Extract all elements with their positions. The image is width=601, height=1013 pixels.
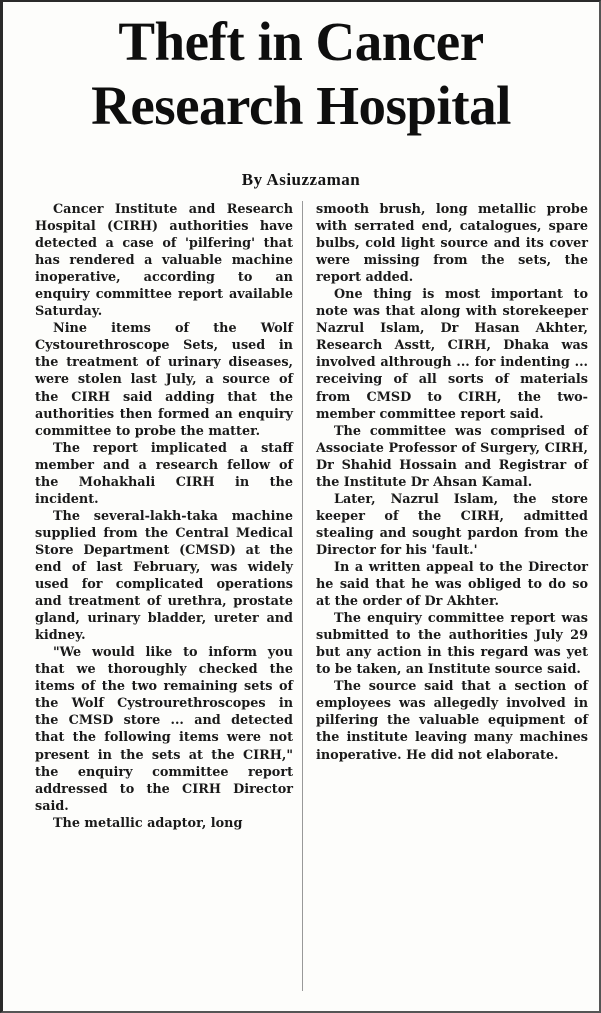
paragraph: The report implicated a staff member and a research fellow of the Mohakhali CIRH in the incident. (35, 440, 293, 507)
column-divider (302, 201, 303, 991)
paragraph: The enquiry committee report was submitted to the authorities July 29 but any action in this regard was yet to be taken, an Institute source said. (316, 611, 588, 678)
paragraph: The several-lakh-taka machine supplied from the Central Medical Store Department (CMSD) at the end of last February, was widely used for complicated operations and treatment of urethra, prostate gland, urinary bladder, ureter and kidney. (35, 508, 293, 644)
paragraph: Nine items of the Wolf Cystourethroscope Sets, used in the treatment of urinary diseases, were stolen last July, a source of the CIRH said adding that the authorities then formed an enquiry committee to probe the matter. (35, 321, 293, 439)
paragraph: Later, Nazrul Islam, the store keeper of the CIRH, admitted stealing and sought pardon from the Director for his 'fault.' (316, 491, 588, 558)
headline-line-2: Research Hospital (91, 75, 511, 136)
paragraph: In a written appeal to the Director he said that he was obliged to do so at the order of Dr Akhter. (316, 559, 588, 610)
left-column (35, 201, 293, 832)
paragraph: The metallic adaptor, long (53, 815, 243, 831)
paragraph: The committee was comprised of Associate Professor of Surgery, CIRH, Dr Shahid Hossain and Registrar of the Institute Dr Ahsan Kamal. (316, 423, 588, 490)
headline (3, 10, 599, 138)
headline-line-1: Theft in Cancer (118, 11, 484, 72)
paragraph: "We would like to inform you that we thoroughly checked the items of the two remaining sets of the Wolf Cystrourethroscopes in the CMSD store ... and detected that the following items were not present in the sets at the CIRH," the enquiry committee report addressed to the CIRH Director said. (35, 645, 293, 814)
paragraph: The source said that a section of employees was allegedly involved in pilfering the valuable equipment of the institute leaving many machines inoperative. He did not elaborate. (316, 679, 588, 763)
paragraph-continued: smooth brush, long metallic probe with serrated end, catalogues, spare bulbs, cold light source and its cover were missing from the sets, the report added. (316, 202, 588, 286)
paragraph: Cancer Institute and Research Hospital (CIRH) authorities have detected a case of 'pilfering' that has rendered a valuable machine inoperative, according to an enquiry committee report available Saturday. (35, 202, 293, 320)
right-column (316, 201, 588, 764)
paragraph: One thing is most important to note was that along with storekeeper Nazrul Islam, Dr Hasan Akhter, Research Asstt, CIRH, Dhaka was involved althrough ... for indenting ... receiving of all sorts of materials from CMSD to CIRH, the two-member committee report said. (316, 287, 588, 422)
byline: By Asiuzzaman (241, 170, 361, 189)
